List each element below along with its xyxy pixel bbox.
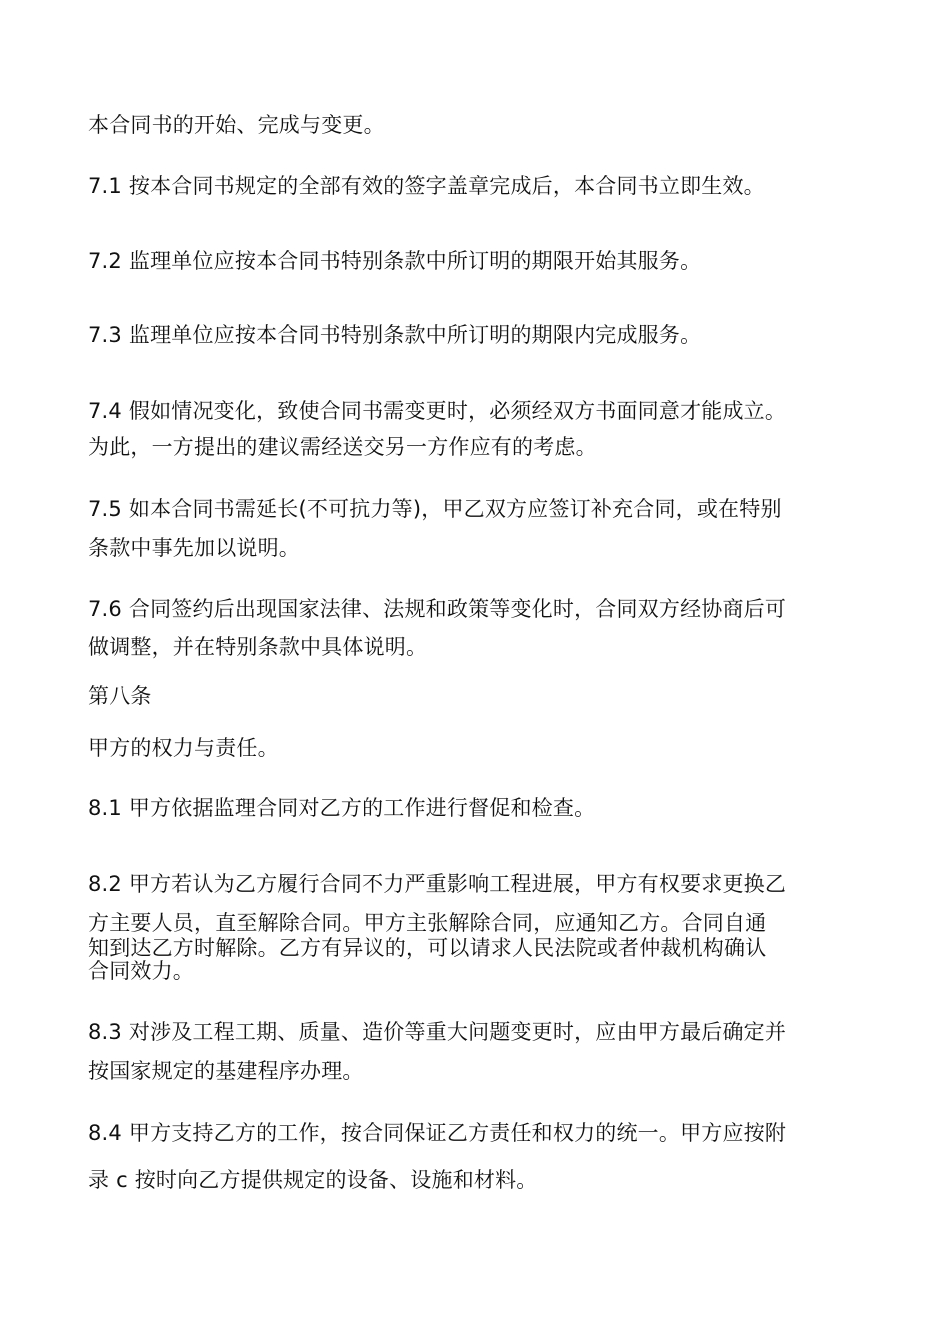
text-line: 8.4 甲方支持乙方的工作，按合同保证乙方责任和权力的统一。甲方应按附 <box>88 1121 787 1145</box>
text-line: 录 c 按时向乙方提供规定的设备、设施和材料。 <box>88 1168 538 1192</box>
text-line: 知到达乙方时解除。乙方有异议的，可以请求人民法院或者仲裁机构确认 <box>88 936 767 960</box>
text-line: 本合同书的开始、完成与变更。 <box>88 113 385 137</box>
text-line: 条款中事先加以说明。 <box>88 536 300 560</box>
text-line: 按国家规定的基建程序办理。 <box>88 1059 364 1083</box>
text-line: 8.3 对涉及工程工期、质量、造价等重大问题变更时，应由甲方最后确定并 <box>88 1020 787 1044</box>
text-line: 7.4 假如情况变化，致使合同书需变更时，必须经双方书面同意才能成立。 <box>88 399 787 423</box>
text-line: 7.5 如本合同书需延长(不可抗力等)，甲乙双方应签订补充合同，或在特别 <box>88 497 782 521</box>
text-line: 7.2 监理单位应按本合同书特别条款中所订明的期限开始其服务。 <box>88 249 702 273</box>
text-line: 合同效力。 <box>88 959 194 983</box>
text-line: 方主要人员，直至解除合同。甲方主张解除合同，应通知乙方。合同自通 <box>88 911 767 935</box>
article-heading: 第八条 <box>88 684 152 708</box>
text-line: 7.1 按本合同书规定的全部有效的签字盖章完成后，本合同书立即生效。 <box>88 174 765 198</box>
text-line: 甲方的权力与责任。 <box>88 736 279 760</box>
text-line: 8.2 甲方若认为乙方履行合同不力严重影响工程进展，甲方有权要求更换乙 <box>88 872 787 896</box>
text-line: 为此，一方提出的建议需经送交另一方作应有的考虑。 <box>88 435 597 459</box>
text-line: 7.3 监理单位应按本合同书特别条款中所订明的期限内完成服务。 <box>88 323 702 347</box>
text-line: 8.1 甲方依据监理合同对乙方的工作进行督促和检查。 <box>88 796 596 820</box>
text-line: 做调整，并在特别条款中具体说明。 <box>88 635 428 659</box>
text-line: 7.6 合同签约后出现国家法律、法规和政策等变化时，合同双方经协商后可 <box>88 597 787 621</box>
